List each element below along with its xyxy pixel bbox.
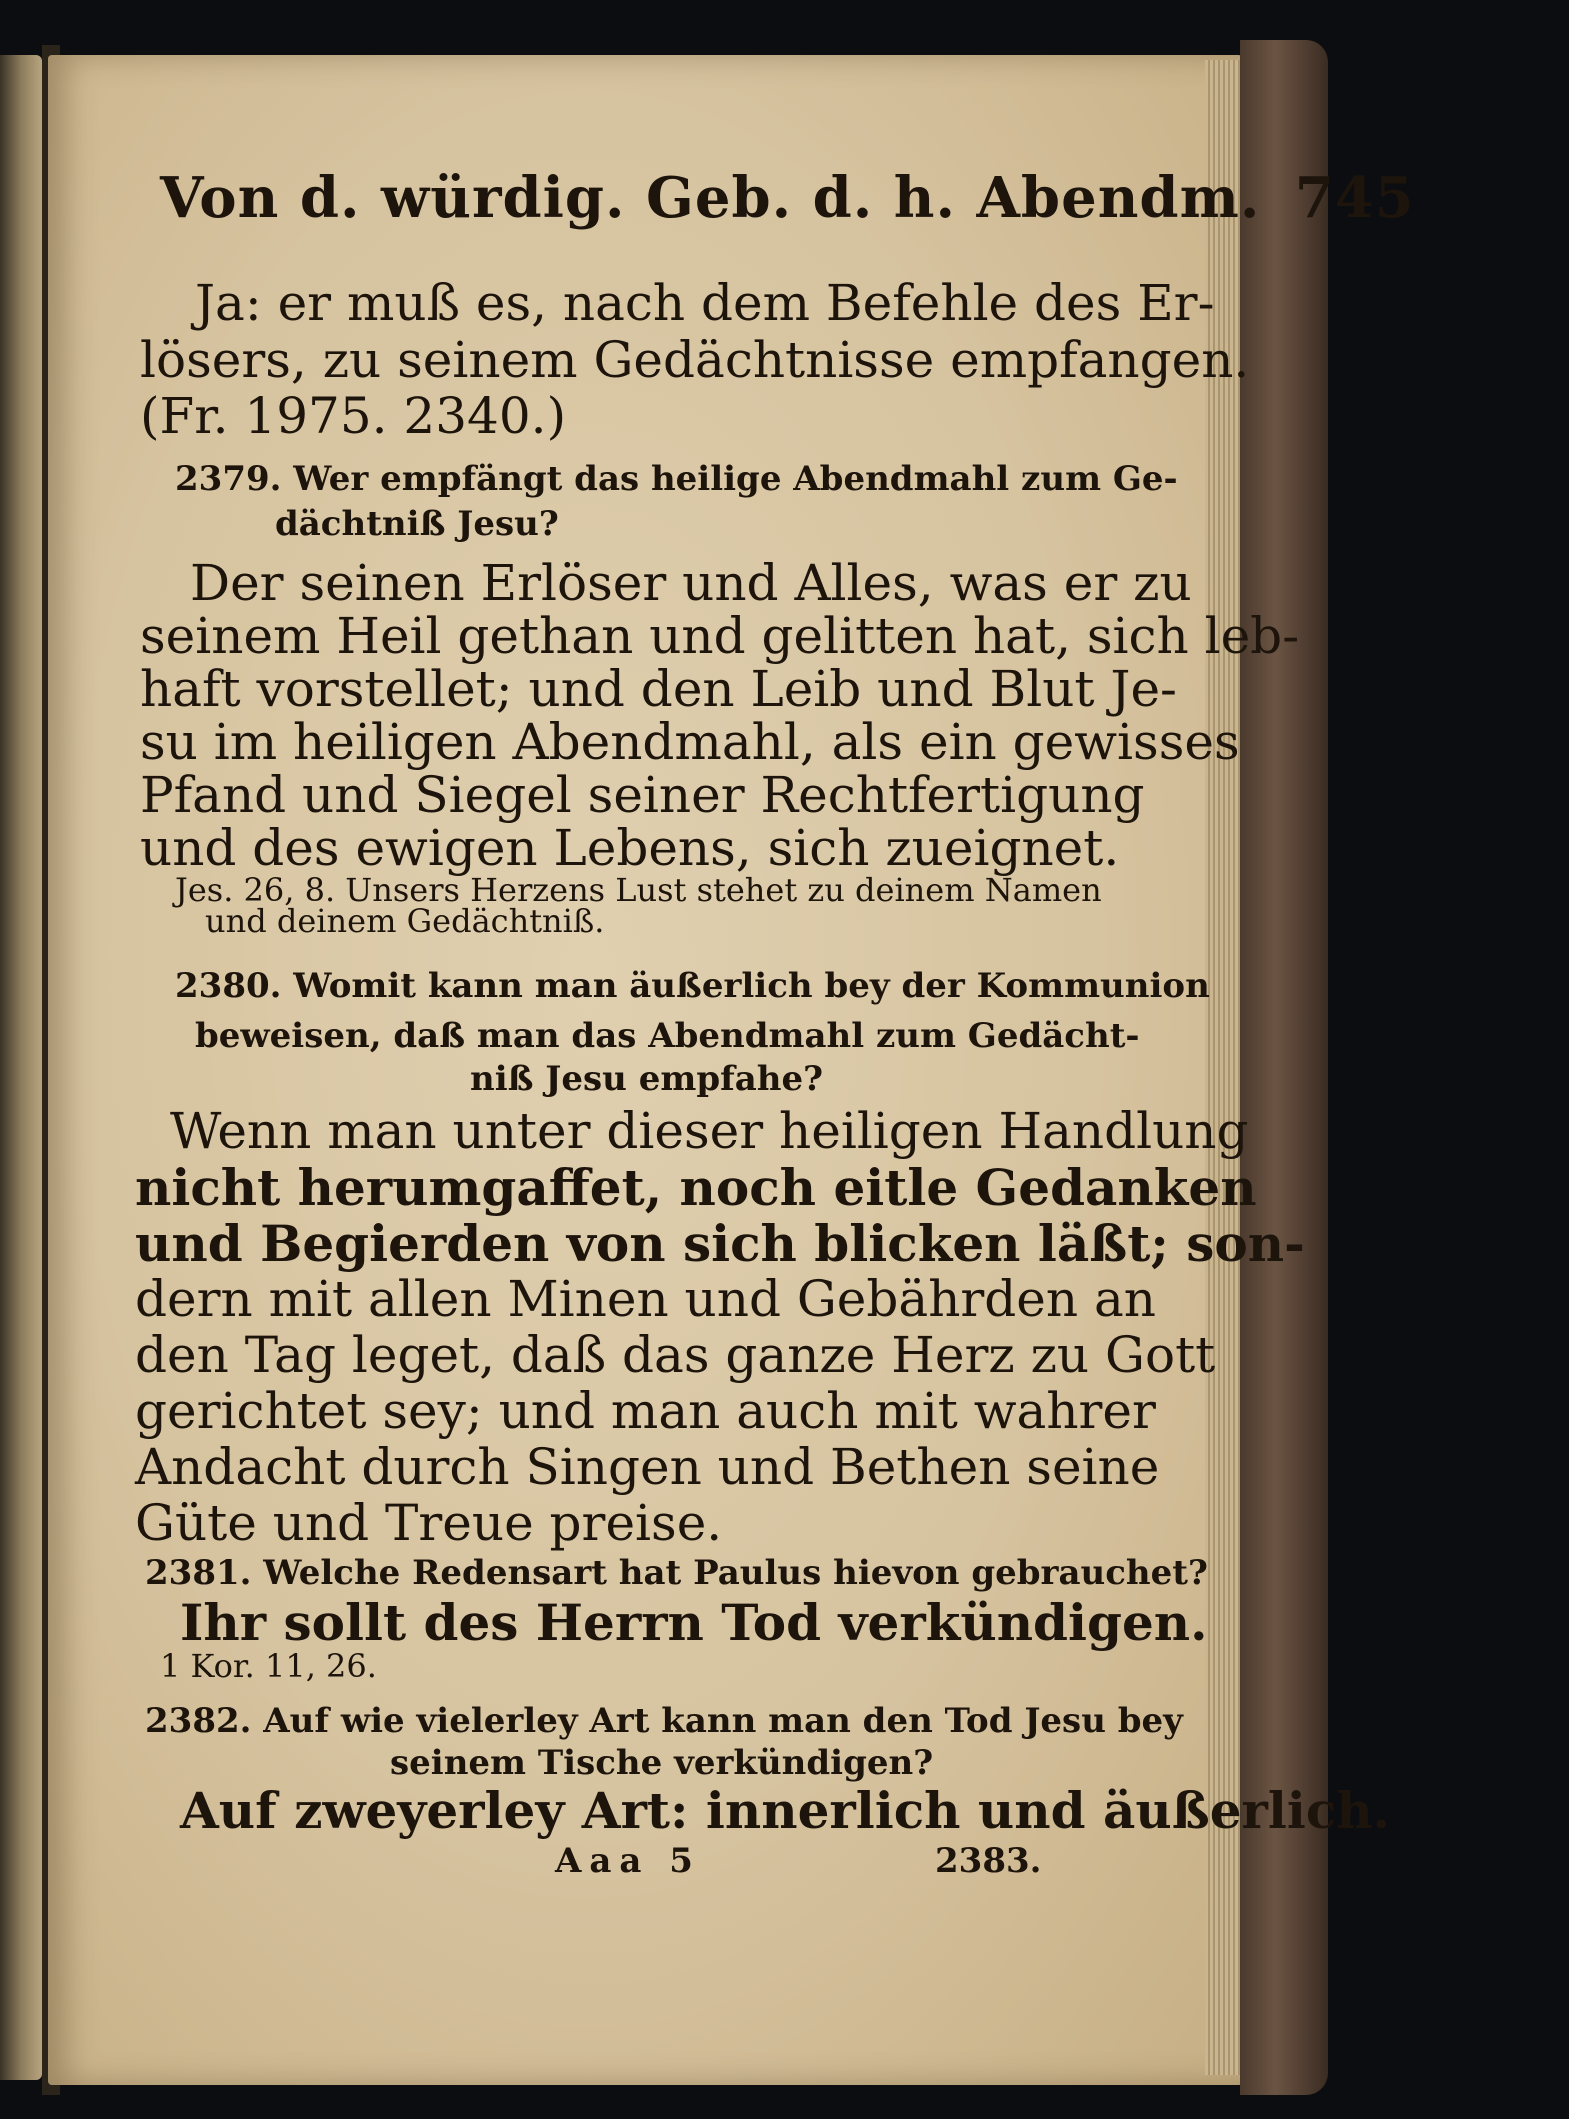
- answer-2379-line-6: und des ewigen Lebens, sich zueignet.: [140, 819, 1120, 877]
- page-number: 745: [1294, 165, 1415, 231]
- answer-2378-line-3: (Fr. 1975. 2340.): [140, 387, 567, 445]
- question-2382-line-1: 2382. Auf wie vielerley Art kann man den Tod Jesu bey: [145, 1701, 1183, 1741]
- answer-2380-line-2: nicht herumgaffet, noch eitle Gedanken: [135, 1158, 1257, 1217]
- reference-2379-line-1: Jes. 26, 8. Unsers Herzens Lust stehet zu deinem Namen: [175, 871, 1102, 909]
- question-2381: 2381. Welche Redensart hat Paulus hievon gebrauchet?: [145, 1553, 1208, 1593]
- signature-mark: Aaa 5: [555, 1841, 701, 1881]
- question-2379-line-1: 2379. Wer empfängt das heilige Abendmahl zum Ge-: [175, 459, 1178, 499]
- answer-2378-line-1: Ja: er muß es, nach dem Befehle des Er-: [195, 274, 1215, 332]
- question-2379-line-2: dächtniß Jesu?: [275, 504, 559, 544]
- catchword: 2383.: [935, 1841, 1042, 1881]
- answer-2380-line-5: den Tag leget, daß das ganze Herz zu Gott: [135, 1326, 1216, 1384]
- answer-2379-line-1: Der seinen Erlöser und Alles, was er zu: [190, 554, 1192, 612]
- question-2380-line-1: 2380. Womit kann man äußerlich bey der Kommunion: [175, 966, 1210, 1006]
- answer-2379-line-3: haft vorstellet; und den Leib und Blut Je-: [140, 660, 1177, 718]
- question-2380-line-2: beweisen, daß man das Abendmahl zum Gedächt-: [195, 1016, 1140, 1056]
- answer-2380-line-8: Güte und Treue preise.: [135, 1494, 723, 1552]
- question-2382-line-2: seinem Tische verkündigen?: [390, 1743, 934, 1783]
- question-2380-line-3: niß Jesu empfahe?: [470, 1059, 824, 1099]
- reference-2379-line-2: und deinem Gedächtniß.: [205, 902, 605, 940]
- answer-2378-line-2: lösers, zu seinem Gedächtnisse empfangen.: [140, 331, 1250, 389]
- answer-2380-line-4: dern mit allen Minen und Gebährden an: [135, 1270, 1156, 1328]
- answer-2379-line-2: seinem Heil gethan und gelitten hat, sich leb-: [140, 607, 1300, 665]
- left-page-edge: [0, 55, 42, 2080]
- answer-2382: Auf zweyerley Art: innerlich und äußerlich.: [180, 1781, 1391, 1840]
- answer-2380-line-7: Andacht durch Singen und Bethen seine: [135, 1438, 1160, 1496]
- answer-2380-line-1: Wenn man unter dieser heiligen Handlung: [170, 1102, 1249, 1160]
- running-title: Von d. würdig. Geb. d. h. Abendm.: [160, 165, 1261, 231]
- answer-2381: Ihr sollt des Herrn Tod verkündigen.: [180, 1593, 1208, 1652]
- answer-2379-line-4: su im heiligen Abendmahl, als ein gewisses: [140, 713, 1240, 771]
- reference-2381: 1 Kor. 11, 26.: [160, 1647, 377, 1685]
- answer-2380-line-6: gerichtet sey; und man auch mit wahrer: [135, 1382, 1156, 1440]
- answer-2380-line-3: und Begierden von sich blicken läßt; son-: [135, 1214, 1305, 1273]
- answer-2379-line-5: Pfand und Siegel seiner Rechtfertigung: [140, 766, 1145, 824]
- running-header: [160, 165, 1415, 231]
